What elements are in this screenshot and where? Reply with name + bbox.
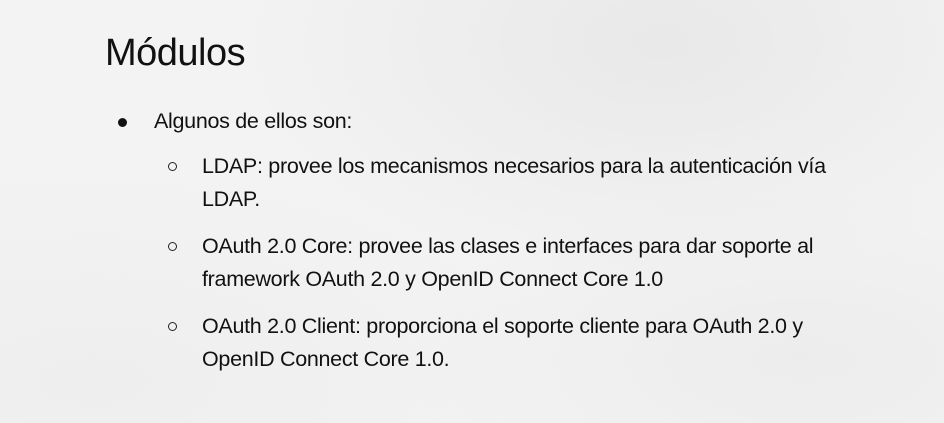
sub-bullet-list [168,150,868,390]
sub-bullet-text: OAuth 2.0 Client: proporciona el soporte cliente para OAuth 2.0 y OpenID Connect Core 1.0. [202,314,803,371]
bullet-item-text: Algunos de ellos son: [154,109,353,133]
bullet-item-intro [118,106,898,136]
filled-bullet-icon [118,118,127,127]
slide-title: Módulos [105,32,246,74]
hollow-bullet-icon [168,242,177,251]
sub-bullet-item-oauth-core [168,230,868,296]
sub-bullet-text: LDAP: provee los mecanismos necesarios para la autenticación vía LDAP. [202,154,826,211]
hollow-bullet-icon [168,322,177,331]
sub-bullet-item-ldap [168,150,868,216]
bullet-list [118,106,898,136]
sub-bullet-item-oauth-client [168,310,868,376]
hollow-bullet-icon [168,162,177,171]
sub-bullet-text: OAuth 2.0 Core: provee las clases e interfaces para dar soporte al framework OAuth 2.0 y OpenID Connect Core 1.0 [202,234,814,291]
